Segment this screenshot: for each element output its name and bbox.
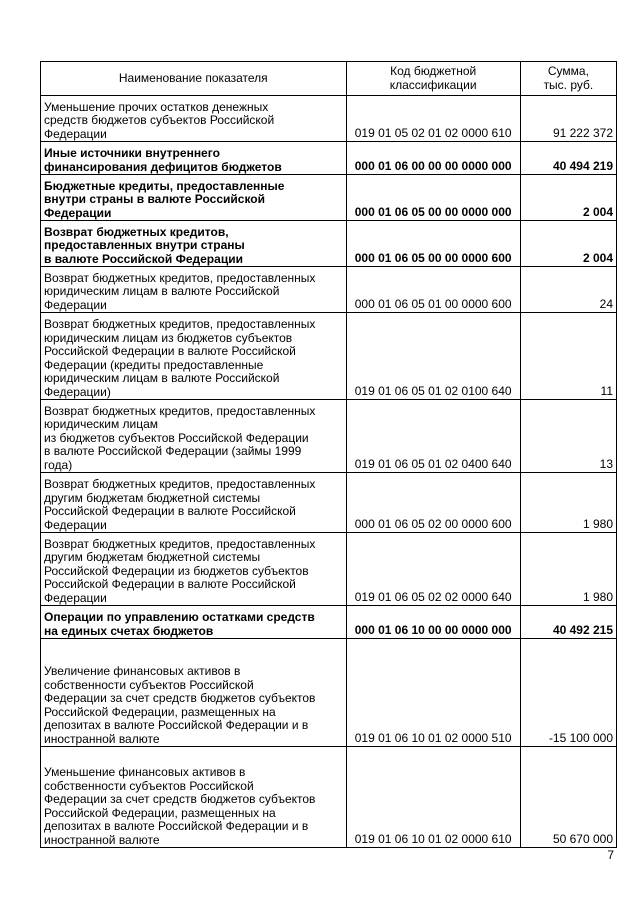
- header-name: Наименование показателя: [41, 62, 347, 96]
- table-row: [41, 606, 617, 639]
- row-name: Возврат бюджетных кредитов, предоставленных юридическим лицам из бюджетов субъектов Российской Федерации в валюте Российской Федерации (кредиты предоставленные юридическим лицам в валюте Российской Федерации): [41, 313, 347, 400]
- table-row: [41, 175, 617, 221]
- row-name: Уменьшение прочих остатков денежных средств бюджетов субъектов Российской Федерации: [41, 96, 347, 142]
- row-code: 019 01 06 05 02 02 0000 640: [346, 533, 520, 606]
- row-sum: 91 222 372: [520, 96, 616, 142]
- row-code: 000 01 06 05 00 00 0000 000: [346, 175, 520, 221]
- row-code: 000 01 06 10 00 00 0000 000: [346, 606, 520, 639]
- row-name: Возврат бюджетных кредитов, предоставленных другим бюджетам бюджетной системы Российской Федерации из бюджетов субъектов Российской Федерации в валюте Российской Федерации: [41, 533, 347, 606]
- table-row: [41, 747, 617, 848]
- page-number: 7: [607, 848, 614, 862]
- row-sum: 40 492 215: [520, 606, 616, 639]
- row-sum: 24: [520, 267, 616, 313]
- row-name: Бюджетные кредиты, предоставленные внутри страны в валюте Российской Федерации: [41, 175, 347, 221]
- row-name: Возврат бюджетных кредитов, предоставленных юридическим лицам в валюте Российской Федерации: [41, 267, 347, 313]
- row-name: Уменьшение финансовых активов в собственности субъектов Российской Федерации за счет средств бюджетов субъектов Российской Федерации, размещенных на депозитах в валюте Российской Федерации и в иностранной валюте: [41, 747, 347, 848]
- table-row: [41, 533, 617, 606]
- table-row: [41, 473, 617, 533]
- row-code: 019 01 06 05 01 02 0400 640: [346, 400, 520, 473]
- row-name: Иные источники внутреннего финансирования дефицитов бюджетов: [41, 142, 347, 175]
- row-sum: 13: [520, 400, 616, 473]
- row-code: 019 01 06 10 01 02 0000 510: [346, 639, 520, 747]
- row-sum: 2 004: [520, 175, 616, 221]
- row-sum: 1 980: [520, 473, 616, 533]
- table-row: [41, 639, 617, 747]
- table-row: [41, 96, 617, 142]
- row-code: 000 01 06 00 00 00 0000 000: [346, 142, 520, 175]
- row-code: 000 01 06 05 01 00 0000 600: [346, 267, 520, 313]
- row-code: 019 01 06 05 01 02 0100 640: [346, 313, 520, 400]
- table-row: [41, 267, 617, 313]
- header-code: Код бюджетной классификации: [346, 62, 520, 96]
- row-sum: 50 670 000: [520, 747, 616, 848]
- row-code: 019 01 05 02 01 02 0000 610: [346, 96, 520, 142]
- budget-table: [40, 61, 617, 848]
- row-sum: 1 980: [520, 533, 616, 606]
- row-name: Увеличение финансовых активов в собственности субъектов Российской Федерации за счет средств бюджетов субъектов Российской Федерации, размещенных на депозитах в валюте Российской Федерации и в иностранной валюте: [41, 639, 347, 747]
- table-row: [41, 400, 617, 473]
- table-row: [41, 313, 617, 400]
- row-sum: -15 100 000: [520, 639, 616, 747]
- row-name: Операции по управлению остатками средств на единых счетах бюджетов: [41, 606, 347, 639]
- row-name: Возврат бюджетных кредитов, предоставленных внутри страны в валюте Российской Федерации: [41, 221, 347, 267]
- header-sum: Сумма, тыс. руб.: [520, 62, 616, 96]
- row-sum: 11: [520, 313, 616, 400]
- table-row: [41, 221, 617, 267]
- row-sum: 40 494 219: [520, 142, 616, 175]
- row-code: 000 01 06 05 02 00 0000 600: [346, 473, 520, 533]
- table-header-row: [41, 62, 617, 96]
- row-name: Возврат бюджетных кредитов, предоставленных другим бюджетам бюджетной системы Российской Федерации в валюте Российской Федерации: [41, 473, 347, 533]
- row-sum: 2 004: [520, 221, 616, 267]
- row-code: 019 01 06 10 01 02 0000 610: [346, 747, 520, 848]
- row-code: 000 01 06 05 00 00 0000 600: [346, 221, 520, 267]
- row-name: Возврат бюджетных кредитов, предоставленных юридическим лицам из бюджетов субъектов Российской Федерации в валюте Российской Федерации (займы 1999 года): [41, 400, 347, 473]
- table-row: [41, 142, 617, 175]
